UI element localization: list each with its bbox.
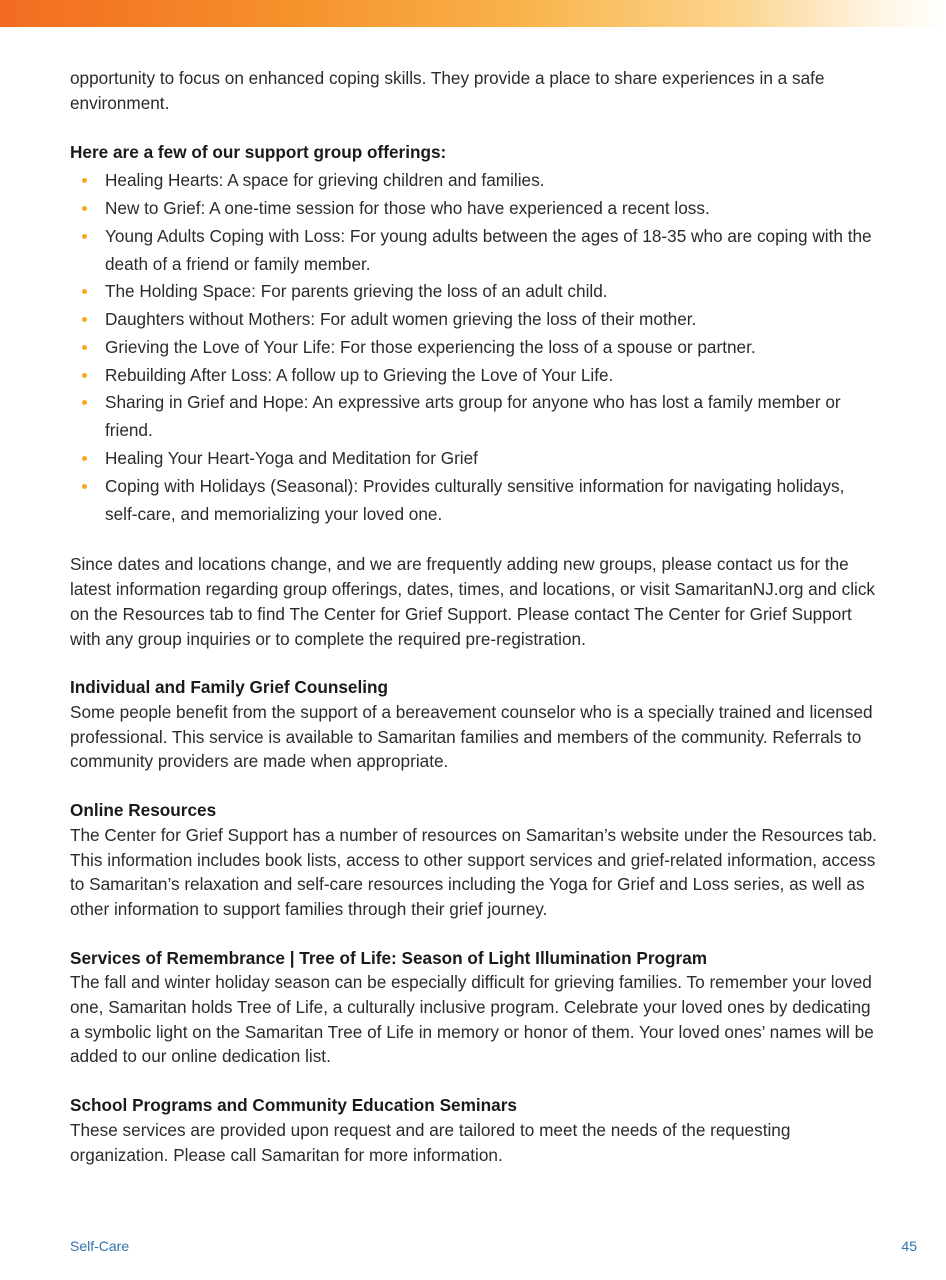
- list-item: [70, 223, 880, 279]
- list-item: [70, 445, 880, 473]
- bullet-icon: [82, 373, 87, 378]
- list-item-text: The Holding Space: For parents grieving the loss of an adult child.: [105, 281, 608, 302]
- offerings-heading: Here are a few of our support group offerings:: [70, 142, 447, 163]
- list-item-text: Rebuilding After Loss: A follow up to Grieving the Love of Your Life.: [105, 364, 614, 385]
- page-number: 45: [901, 1238, 917, 1254]
- list-item-text: Daughters without Mothers: For adult women grieving the loss of their mother.: [105, 309, 697, 330]
- list-item: [70, 334, 880, 362]
- list-item: [70, 389, 880, 445]
- section-online-resources: [70, 798, 880, 922]
- bullet-icon: [82, 456, 87, 461]
- offerings-list: [70, 167, 880, 528]
- list-item: [70, 167, 880, 195]
- list-item-text: Sharing in Grief and Hope: An expressive arts group for anyone who has lost a family member or friend.: [105, 392, 841, 441]
- list-item-text: Coping with Holidays (Seasonal): Provides culturally sensitive information for navigating holidays, self-care, and memorializing your loved one.: [105, 475, 845, 524]
- section-remembrance: [70, 946, 880, 1070]
- section-body: Some people benefit from the support of a bereavement counselor who is a specially trained and licensed professional. This service is available to Samaritan families and members of the community. Referrals to community providers are made when appropriate.: [70, 701, 873, 772]
- header-accent-bar: [0, 0, 946, 27]
- section-title: School Programs and Community Education Seminars: [70, 1095, 517, 1116]
- list-item: [70, 195, 880, 223]
- footer-section-label: Self-Care: [70, 1238, 130, 1254]
- list-item: [70, 473, 880, 529]
- section-school-programs: [70, 1093, 880, 1167]
- bullet-icon: [82, 400, 87, 405]
- list-item-text: Healing Your Heart-Yoga and Meditation for Grief: [105, 448, 478, 469]
- contact-paragraph: Since dates and locations change, and we are frequently adding new groups, please contact us for the latest information regarding group offerings, dates, times, and locations, or visit SamaritanNJ.org and click on the Resources tab to find The Center for Grief Support. Please contact The Center for Grief Support with any group inquiries or to complete the required pre-registration.: [70, 554, 876, 649]
- section-title: Services of Remembrance | Tree of Life: Season of Light Illumination Program: [70, 947, 708, 968]
- section-grief-counseling: [70, 675, 880, 774]
- list-item-text: Healing Hearts: A space for grieving children and families.: [105, 170, 545, 191]
- list-item: [70, 306, 880, 334]
- bullet-icon: [82, 317, 87, 322]
- section-body: The fall and winter holiday season can be especially difficult for grieving families. To remember your loved one, Samaritan holds Tree of Life, a culturally inclusive program. Celebrate your loved ones by dedicating a symbolic light on the Samaritan Tree of Life in memory or honor of them. Your loved ones’ names will be added to our online dedication list.: [70, 972, 874, 1067]
- bullet-icon: [82, 206, 87, 211]
- list-item-text: Grieving the Love of Your Life: For those experiencing the loss of a spouse or partner.: [105, 336, 756, 357]
- list-item: [70, 278, 880, 306]
- page-footer: [70, 1238, 917, 1254]
- bullet-icon: [82, 178, 87, 183]
- bullet-icon: [82, 289, 87, 294]
- page-content: [70, 66, 880, 1167]
- intro-paragraph: opportunity to focus on enhanced coping skills. They provide a place to share experiences in a safe environment.: [70, 68, 825, 113]
- bullet-icon: [82, 484, 87, 489]
- section-title: Online Resources: [70, 800, 217, 821]
- list-item-text: New to Grief: A one-time session for those who have experienced a recent loss.: [105, 197, 710, 218]
- bullet-icon: [82, 234, 87, 239]
- section-body: The Center for Grief Support has a number of resources on Samaritan’s website under the Resources tab. This information includes book lists, access to other support services and grief-related information, access to Samaritan’s relaxation and self-care resources including the Yoga for Grief and Loss series, as well as other information to support families through their grief journey.: [70, 824, 877, 919]
- list-item: [70, 362, 880, 390]
- section-body: These services are provided upon request and are tailored to meet the needs of the requesting organization. Please call Samaritan for more information.: [70, 1119, 791, 1165]
- bullet-icon: [82, 345, 87, 350]
- list-item-text: Young Adults Coping with Loss: For young adults between the ages of 18-35 who are coping with the death of a friend or family member.: [105, 225, 872, 274]
- section-title: Individual and Family Grief Counseling: [70, 677, 389, 698]
